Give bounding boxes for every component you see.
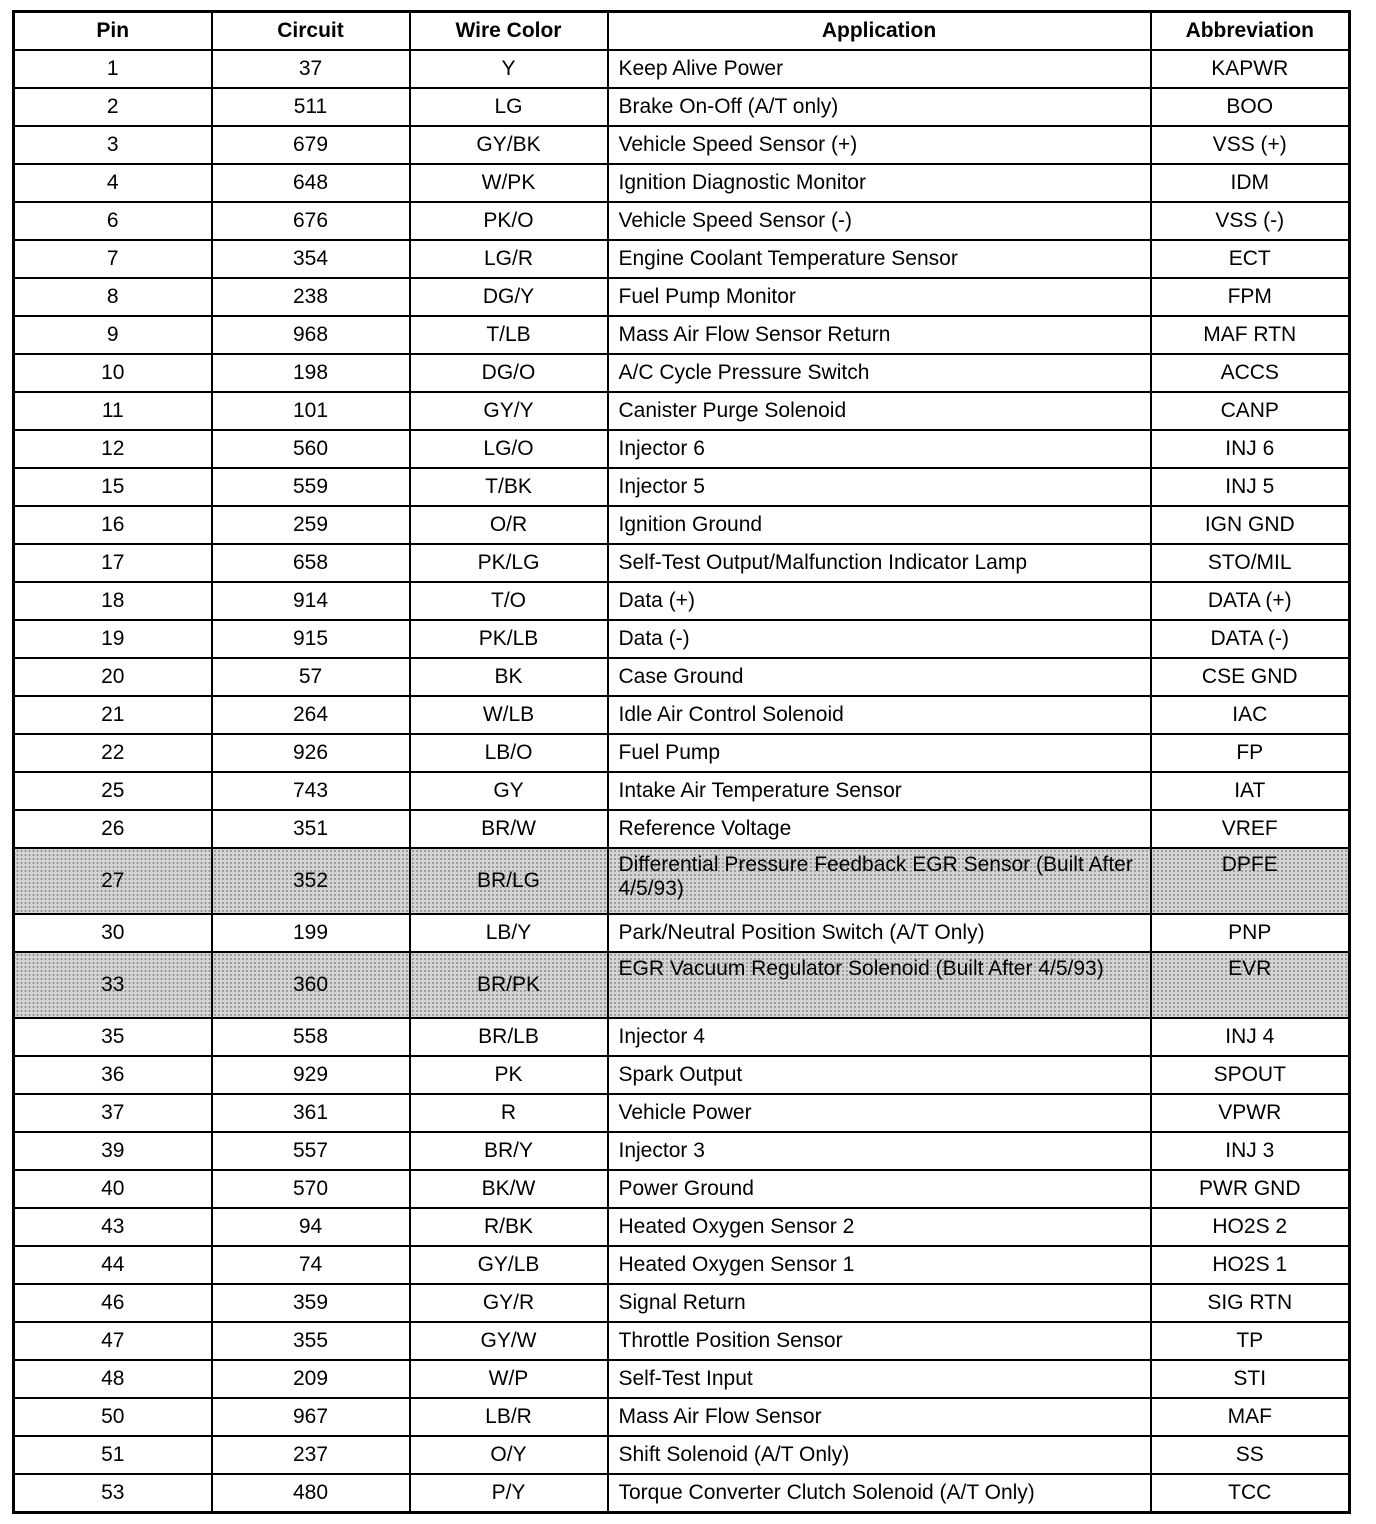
application-cell: Data (-): [608, 620, 1151, 658]
application-cell: Vehicle Speed Sensor (+): [608, 126, 1151, 164]
pin-cell: 9: [14, 316, 212, 354]
pin-cell: 16: [14, 506, 212, 544]
header-abbreviation: Abbreviation: [1151, 12, 1350, 51]
pin-cell: 33: [14, 952, 212, 1018]
wire-color-cell: P/Y: [410, 1474, 608, 1513]
wire-color-cell: LB/O: [410, 734, 608, 772]
wire-color-cell: GY/R: [410, 1284, 608, 1322]
abbreviation-cell: DPFE: [1151, 848, 1350, 914]
circuit-cell: 354: [212, 240, 410, 278]
abbreviation-cell: INJ 5: [1151, 468, 1350, 506]
abbreviation-cell: FP: [1151, 734, 1350, 772]
circuit-cell: 926: [212, 734, 410, 772]
wire-color-cell: PK: [410, 1056, 608, 1094]
table-row: [14, 1170, 1350, 1208]
application-cell: Torque Converter Clutch Solenoid (A/T Only): [608, 1474, 1151, 1513]
circuit-cell: 480: [212, 1474, 410, 1513]
abbreviation-cell: SPOUT: [1151, 1056, 1350, 1094]
abbreviation-cell: DATA (-): [1151, 620, 1350, 658]
abbreviation-cell: VSS (-): [1151, 202, 1350, 240]
circuit-cell: 209: [212, 1360, 410, 1398]
wire-color-cell: R: [410, 1094, 608, 1132]
application-cell: A/C Cycle Pressure Switch: [608, 354, 1151, 392]
application-cell: Fuel Pump Monitor: [608, 278, 1151, 316]
pin-cell: 19: [14, 620, 212, 658]
circuit-cell: 968: [212, 316, 410, 354]
pin-cell: 39: [14, 1132, 212, 1170]
application-cell: Heated Oxygen Sensor 2: [608, 1208, 1151, 1246]
header-application: Application: [608, 12, 1151, 51]
table-row: [14, 354, 1350, 392]
abbreviation-cell: STO/MIL: [1151, 544, 1350, 582]
table-row: [14, 240, 1350, 278]
application-cell: Case Ground: [608, 658, 1151, 696]
circuit-cell: 361: [212, 1094, 410, 1132]
pin-cell: 7: [14, 240, 212, 278]
pin-cell: 12: [14, 430, 212, 468]
application-cell: Injector 3: [608, 1132, 1151, 1170]
circuit-cell: 560: [212, 430, 410, 468]
application-cell: Spark Output: [608, 1056, 1151, 1094]
wire-color-cell: T/O: [410, 582, 608, 620]
circuit-cell: 676: [212, 202, 410, 240]
wire-color-cell: W/LB: [410, 696, 608, 734]
table-row: [14, 88, 1350, 126]
pin-cell: 43: [14, 1208, 212, 1246]
pin-cell: 47: [14, 1322, 212, 1360]
header-pin: Pin: [14, 12, 212, 51]
table-row: [14, 1398, 1350, 1436]
pin-cell: 46: [14, 1284, 212, 1322]
application-cell: Vehicle Speed Sensor (-): [608, 202, 1151, 240]
wire-color-cell: PK/O: [410, 202, 608, 240]
circuit-cell: 355: [212, 1322, 410, 1360]
application-cell: Self-Test Output/Malfunction Indicator Lamp: [608, 544, 1151, 582]
circuit-cell: 199: [212, 914, 410, 952]
wire-color-cell: BR/W: [410, 810, 608, 848]
circuit-cell: 679: [212, 126, 410, 164]
table-row: [14, 734, 1350, 772]
abbreviation-cell: KAPWR: [1151, 50, 1350, 88]
application-cell: Park/Neutral Position Switch (A/T Only): [608, 914, 1151, 952]
wire-color-cell: GY/LB: [410, 1246, 608, 1284]
wire-color-cell: LG/R: [410, 240, 608, 278]
application-cell: Fuel Pump: [608, 734, 1151, 772]
application-cell: Ignition Ground: [608, 506, 1151, 544]
abbreviation-cell: IAT: [1151, 772, 1350, 810]
application-cell: Brake On-Off (A/T only): [608, 88, 1151, 126]
pin-cell: 40: [14, 1170, 212, 1208]
pin-cell: 35: [14, 1018, 212, 1056]
table-row: [14, 430, 1350, 468]
abbreviation-cell: CSE GND: [1151, 658, 1350, 696]
table-row: [14, 392, 1350, 430]
wire-color-cell: DG/O: [410, 354, 608, 392]
circuit-cell: 352: [212, 848, 410, 914]
pin-cell: 3: [14, 126, 212, 164]
circuit-cell: 74: [212, 1246, 410, 1284]
wire-color-cell: DG/Y: [410, 278, 608, 316]
pin-cell: 26: [14, 810, 212, 848]
pin-cell: 37: [14, 1094, 212, 1132]
table-row: [14, 278, 1350, 316]
circuit-cell: 511: [212, 88, 410, 126]
circuit-cell: 743: [212, 772, 410, 810]
table-row: [14, 1284, 1350, 1322]
circuit-cell: 238: [212, 278, 410, 316]
wire-color-cell: LG: [410, 88, 608, 126]
application-cell: Self-Test Input: [608, 1360, 1151, 1398]
abbreviation-cell: SIG RTN: [1151, 1284, 1350, 1322]
circuit-cell: 94: [212, 1208, 410, 1246]
wire-color-cell: PK/LG: [410, 544, 608, 582]
pin-cell: 25: [14, 772, 212, 810]
table-row: [14, 848, 1350, 914]
table-row: [14, 914, 1350, 952]
table-row: [14, 50, 1350, 88]
circuit-cell: 359: [212, 1284, 410, 1322]
pin-cell: 17: [14, 544, 212, 582]
table-row: [14, 164, 1350, 202]
wire-color-cell: BR/LG: [410, 848, 608, 914]
wire-color-cell: T/LB: [410, 316, 608, 354]
pin-cell: 18: [14, 582, 212, 620]
application-cell: Vehicle Power: [608, 1094, 1151, 1132]
pin-cell: 4: [14, 164, 212, 202]
abbreviation-cell: INJ 6: [1151, 430, 1350, 468]
wire-color-cell: GY/BK: [410, 126, 608, 164]
abbreviation-cell: CANP: [1151, 392, 1350, 430]
table-row: [14, 1094, 1350, 1132]
application-cell: Canister Purge Solenoid: [608, 392, 1151, 430]
table-row: [14, 316, 1350, 354]
table-row: [14, 1360, 1350, 1398]
wire-color-cell: LB/R: [410, 1398, 608, 1436]
abbreviation-cell: MAF RTN: [1151, 316, 1350, 354]
header-row: [14, 12, 1350, 51]
application-cell: Intake Air Temperature Sensor: [608, 772, 1151, 810]
abbreviation-cell: IGN GND: [1151, 506, 1350, 544]
circuit-cell: 557: [212, 1132, 410, 1170]
application-cell: Heated Oxygen Sensor 1: [608, 1246, 1151, 1284]
table-row: [14, 1056, 1350, 1094]
pin-cell: 20: [14, 658, 212, 696]
pin-cell: 1: [14, 50, 212, 88]
abbreviation-cell: INJ 4: [1151, 1018, 1350, 1056]
application-cell: Keep Alive Power: [608, 50, 1151, 88]
application-cell: Injector 6: [608, 430, 1151, 468]
circuit-cell: 351: [212, 810, 410, 848]
table-row: [14, 1474, 1350, 1513]
application-cell: Throttle Position Sensor: [608, 1322, 1151, 1360]
abbreviation-cell: HO2S 1: [1151, 1246, 1350, 1284]
table-row: [14, 126, 1350, 164]
application-cell: Signal Return: [608, 1284, 1151, 1322]
application-cell: Mass Air Flow Sensor Return: [608, 316, 1151, 354]
wire-color-cell: BK: [410, 658, 608, 696]
circuit-cell: 559: [212, 468, 410, 506]
application-cell: Power Ground: [608, 1170, 1151, 1208]
application-cell: Engine Coolant Temperature Sensor: [608, 240, 1151, 278]
pin-cell: 48: [14, 1360, 212, 1398]
table-row: [14, 468, 1350, 506]
abbreviation-cell: ECT: [1151, 240, 1350, 278]
table-row: [14, 620, 1350, 658]
table-row: [14, 506, 1350, 544]
application-cell: Data (+): [608, 582, 1151, 620]
circuit-cell: 570: [212, 1170, 410, 1208]
pin-cell: 15: [14, 468, 212, 506]
table-row: [14, 696, 1350, 734]
application-cell: Differential Pressure Feedback EGR Sensor (Built After 4/5/93): [608, 848, 1151, 914]
pin-cell: 22: [14, 734, 212, 772]
pin-cell: 44: [14, 1246, 212, 1284]
abbreviation-cell: PWR GND: [1151, 1170, 1350, 1208]
circuit-cell: 658: [212, 544, 410, 582]
pin-cell: 51: [14, 1436, 212, 1474]
pin-cell: 36: [14, 1056, 212, 1094]
circuit-cell: 57: [212, 658, 410, 696]
abbreviation-cell: EVR: [1151, 952, 1350, 1018]
wire-color-cell: R/BK: [410, 1208, 608, 1246]
abbreviation-cell: INJ 3: [1151, 1132, 1350, 1170]
application-cell: Mass Air Flow Sensor: [608, 1398, 1151, 1436]
abbreviation-cell: VREF: [1151, 810, 1350, 848]
pin-cell: 21: [14, 696, 212, 734]
table-row: [14, 1322, 1350, 1360]
wire-color-cell: GY/Y: [410, 392, 608, 430]
abbreviation-cell: MAF: [1151, 1398, 1350, 1436]
application-cell: Reference Voltage: [608, 810, 1151, 848]
table-row: [14, 544, 1350, 582]
wire-color-cell: O/R: [410, 506, 608, 544]
wire-color-cell: W/PK: [410, 164, 608, 202]
wire-color-cell: BR/Y: [410, 1132, 608, 1170]
circuit-cell: 914: [212, 582, 410, 620]
pin-cell: 30: [14, 914, 212, 952]
table-row: [14, 952, 1350, 1018]
table-row: [14, 1208, 1350, 1246]
header-circuit: Circuit: [212, 12, 410, 51]
application-cell: Shift Solenoid (A/T Only): [608, 1436, 1151, 1474]
abbreviation-cell: VSS (+): [1151, 126, 1350, 164]
wire-color-cell: Y: [410, 50, 608, 88]
circuit-cell: 648: [212, 164, 410, 202]
wire-color-cell: O/Y: [410, 1436, 608, 1474]
pin-cell: 53: [14, 1474, 212, 1513]
table-row: [14, 1132, 1350, 1170]
pin-cell: 6: [14, 202, 212, 240]
wire-color-cell: LG/O: [410, 430, 608, 468]
table-row: [14, 810, 1350, 848]
wire-color-cell: BK/W: [410, 1170, 608, 1208]
circuit-cell: 101: [212, 392, 410, 430]
pinout-table: [12, 10, 1351, 1514]
abbreviation-cell: HO2S 2: [1151, 1208, 1350, 1246]
application-cell: EGR Vacuum Regulator Solenoid (Built After 4/5/93): [608, 952, 1151, 1018]
table-row: [14, 1436, 1350, 1474]
circuit-cell: 929: [212, 1056, 410, 1094]
pin-cell: 8: [14, 278, 212, 316]
abbreviation-cell: FPM: [1151, 278, 1350, 316]
application-cell: Injector 4: [608, 1018, 1151, 1056]
table-row: [14, 1246, 1350, 1284]
wire-color-cell: T/BK: [410, 468, 608, 506]
circuit-cell: 915: [212, 620, 410, 658]
abbreviation-cell: PNP: [1151, 914, 1350, 952]
wire-color-cell: GY/W: [410, 1322, 608, 1360]
abbreviation-cell: BOO: [1151, 88, 1350, 126]
table-row: [14, 658, 1350, 696]
abbreviation-cell: TCC: [1151, 1474, 1350, 1513]
table-row: [14, 772, 1350, 810]
table-body: [14, 50, 1350, 1513]
pin-cell: 27: [14, 848, 212, 914]
wire-color-cell: LB/Y: [410, 914, 608, 952]
circuit-cell: 967: [212, 1398, 410, 1436]
abbreviation-cell: TP: [1151, 1322, 1350, 1360]
table-row: [14, 582, 1350, 620]
abbreviation-cell: ACCS: [1151, 354, 1350, 392]
abbreviation-cell: IAC: [1151, 696, 1350, 734]
wire-color-cell: PK/LB: [410, 620, 608, 658]
application-cell: Ignition Diagnostic Monitor: [608, 164, 1151, 202]
circuit-cell: 558: [212, 1018, 410, 1056]
pin-cell: 50: [14, 1398, 212, 1436]
abbreviation-cell: VPWR: [1151, 1094, 1350, 1132]
abbreviation-cell: SS: [1151, 1436, 1350, 1474]
wire-color-cell: W/P: [410, 1360, 608, 1398]
wire-color-cell: GY: [410, 772, 608, 810]
wire-color-cell: BR/LB: [410, 1018, 608, 1056]
pin-cell: 11: [14, 392, 212, 430]
wire-color-cell: BR/PK: [410, 952, 608, 1018]
table-row: [14, 202, 1350, 240]
application-cell: Idle Air Control Solenoid: [608, 696, 1151, 734]
circuit-cell: 198: [212, 354, 410, 392]
pin-cell: 2: [14, 88, 212, 126]
circuit-cell: 360: [212, 952, 410, 1018]
application-cell: Injector 5: [608, 468, 1151, 506]
abbreviation-cell: DATA (+): [1151, 582, 1350, 620]
abbreviation-cell: STI: [1151, 1360, 1350, 1398]
table-row: [14, 1018, 1350, 1056]
circuit-cell: 37: [212, 50, 410, 88]
circuit-cell: 259: [212, 506, 410, 544]
abbreviation-cell: IDM: [1151, 164, 1350, 202]
header-wire-color: Wire Color: [410, 12, 608, 51]
circuit-cell: 264: [212, 696, 410, 734]
circuit-cell: 237: [212, 1436, 410, 1474]
pin-cell: 10: [14, 354, 212, 392]
